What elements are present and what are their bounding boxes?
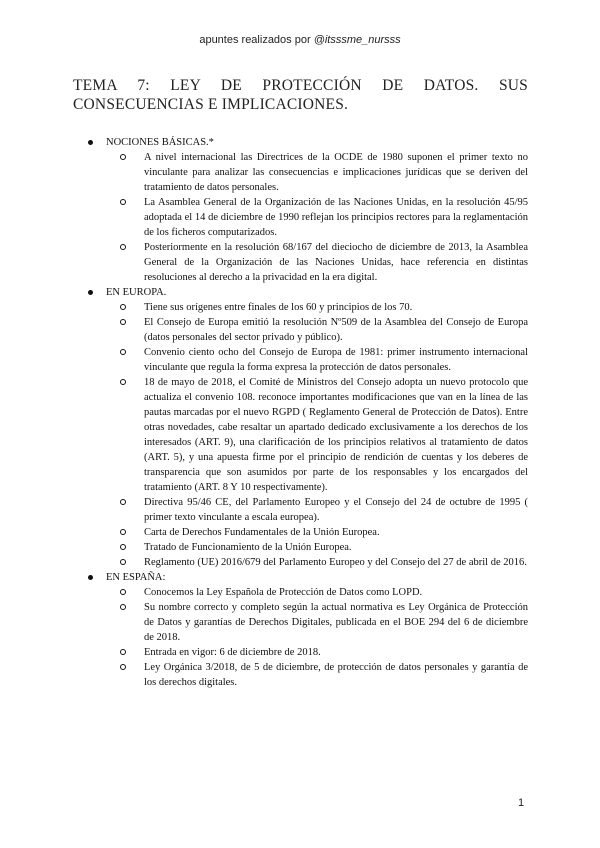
- list-item: [144, 375, 528, 495]
- list-item-text: 18 de mayo de 2018, el Comité de Ministros del Consejo adopta un nuevo protocolo que actualiza el convenio 108. reconoce importantes modificaciones que van en la línea de las pautas marcadas por el nuevo RGPD ( Reglamento General de Protección de Datos). Entre otras novedades, cabe resaltar un apartado dedicado exclusivamente a los derechos de los interesados (ART. 9), una clarificación de los principios relativos al tratamiento de datos (ART. 5), y una apuesta firme por el principio de rendición de cuentas y los deberes de transparencia que son asumidos por parte de los responsables y los encargados del tratamiento (ART. 8 Y 10 respectivamente).: [144, 377, 528, 493]
- list-item-text: Ley Orgánica 3/2018, de 5 de diciembre, de protección de datos personales y garantía de los derechos digitales.: [144, 662, 528, 688]
- circle-bullet-icon: [120, 199, 126, 205]
- section-items: [106, 585, 528, 690]
- header-prefix: apuntes realizados por: [199, 34, 311, 46]
- list-item: [144, 600, 528, 645]
- list-item: [144, 315, 528, 345]
- circle-bullet-icon: [120, 544, 126, 550]
- list-item: [144, 525, 528, 540]
- list-item-text: Su nombre correcto y completo según la actual normativa es Ley Orgánica de Protección de Datos y garantías de Derechos Digitales, publicada en el BOE 294 del 6 de diciembre de 2018.: [144, 602, 528, 643]
- list-item: [144, 540, 528, 555]
- list-item: [144, 585, 528, 600]
- circle-bullet-icon: [120, 529, 126, 535]
- list-item-text: Carta de Derechos Fundamentales de la Unión Europea.: [144, 527, 380, 538]
- bullet-icon: [88, 140, 93, 145]
- list-item-text: El Consejo de Europa emitió la resolución Nº509 de la Asamblea del Consejo de Europa (datos personales del sector privado y público).: [144, 317, 528, 343]
- list-item-text: Reglamento (UE) 2016/679 del Parlamento Europeo y del Consejo del 27 de abril de 2016.: [144, 557, 527, 568]
- document-body: [80, 135, 528, 690]
- circle-bullet-icon: [120, 304, 126, 310]
- section-items: [106, 150, 528, 285]
- list-item: [144, 195, 528, 240]
- bullet-icon: [88, 290, 93, 295]
- section-list: [80, 135, 528, 690]
- header-handle: @itsssme_nursss: [313, 34, 401, 46]
- section-heading: EN ESPAÑA:: [106, 572, 166, 583]
- page-number: 1: [518, 797, 525, 809]
- list-item-text: Entrada en vigor: 6 de diciembre de 2018.: [144, 647, 321, 658]
- section-heading: EN EUROPA.: [106, 287, 167, 298]
- list-item-text: La Asamblea General de la Organización de las Naciones Unidas, en la resolución 45/95 adoptada el 14 de diciembre de 1990 reflejan los principios rectores para la reglamentación de los ficheros computarizados.: [144, 197, 528, 238]
- list-item-text: A nivel internacional las Directrices de la OCDE de 1980 suponen el primer texto no vinculante para analizar las consecuencias e implicaciones jurídicas que se deriven del tratamiento de datos personales.: [144, 152, 528, 193]
- circle-bullet-icon: [120, 379, 126, 385]
- list-item: [144, 240, 528, 285]
- circle-bullet-icon: [120, 589, 126, 595]
- circle-bullet-icon: [120, 664, 126, 670]
- section-en-espana: [80, 570, 528, 690]
- section-nociones-basicas: [80, 135, 528, 285]
- page-title: TEMA 7: LEY DE PROTECCIÓN DE DATOS. SUS CONSECUENCIAS E IMPLICACIONES.: [73, 77, 528, 113]
- list-item: [144, 645, 528, 660]
- circle-bullet-icon: [120, 649, 126, 655]
- circle-bullet-icon: [120, 559, 126, 565]
- list-item: [144, 300, 528, 315]
- circle-bullet-icon: [120, 244, 126, 250]
- list-item: [144, 495, 528, 525]
- bullet-icon: [88, 575, 93, 580]
- section-items: [106, 300, 528, 570]
- list-item-text: Conocemos la Ley Española de Protección de Datos como LOPD.: [144, 587, 423, 598]
- circle-bullet-icon: [120, 499, 126, 505]
- list-item: [144, 660, 528, 690]
- section-en-europa: [80, 285, 528, 570]
- list-item-text: Tratado de Funcionamiento de la Unión Europea.: [144, 542, 352, 553]
- list-item: [144, 555, 528, 570]
- list-item-text: Directiva 95/46 CE, del Parlamento Europeo y el Consejo del 24 de octubre de 1995 ( primer texto vinculante a escala europea).: [144, 497, 528, 523]
- section-heading: NOCIONES BÁSICAS.*: [106, 137, 214, 148]
- circle-bullet-icon: [120, 604, 126, 610]
- list-item-text: Posteriormente en la resolución 68/167 del dieciocho de diciembre de 2013, la Asamblea General de la Organización de las Naciones Unidas, hace referencia en distintas resoluciones al derecho a la privacidad en la era digital.: [144, 242, 528, 283]
- list-item-text: Tiene sus orígenes entre finales de los 60 y principios de los 70.: [144, 302, 413, 313]
- page-header: [0, 34, 600, 46]
- list-item-text: Convenio ciento ocho del Consejo de Europa de 1981: primer instrumento internacional vinculante que regula la forma expresa la protección de datos personales.: [144, 347, 528, 373]
- list-item: [144, 345, 528, 375]
- list-item: [144, 150, 528, 195]
- circle-bullet-icon: [120, 349, 126, 355]
- circle-bullet-icon: [120, 154, 126, 160]
- circle-bullet-icon: [120, 319, 126, 325]
